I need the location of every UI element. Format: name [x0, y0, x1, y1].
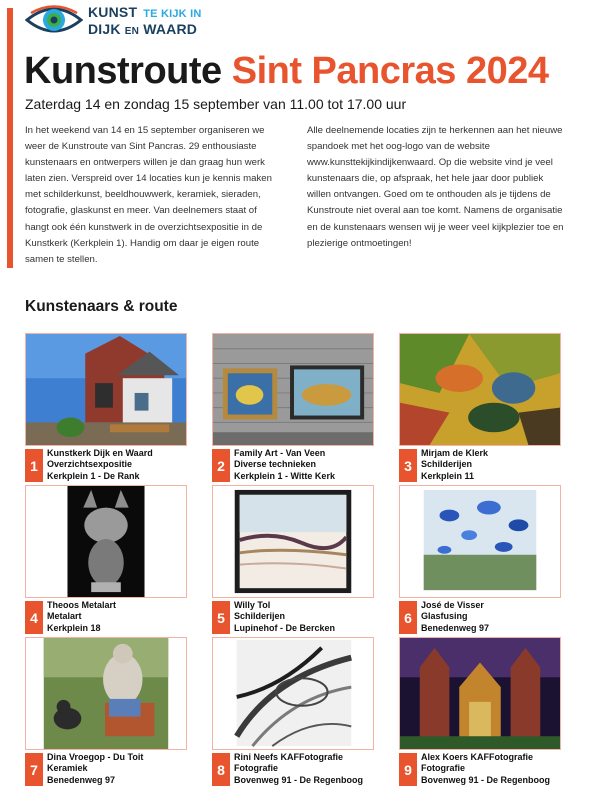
- artist-name: Rini Neefs KAFFotografie: [234, 752, 344, 762]
- location-card-6[interactable]: [399, 485, 561, 634]
- discipline: Keramiek: [47, 763, 88, 774]
- artist-name: Family Art - Van Veen: [234, 448, 326, 458]
- card-photo: [212, 637, 374, 750]
- card-photo: [25, 333, 187, 446]
- route-number: 2: [212, 449, 230, 482]
- address: Bovenweg 91 - De Regenboog: [421, 774, 551, 785]
- card-photo: [212, 485, 374, 598]
- artist-name: José de Visser: [421, 600, 484, 610]
- route-number: 6: [399, 601, 417, 634]
- address: Bovenweg 91 - De Regenboog: [234, 774, 364, 785]
- location-card-4[interactable]: [25, 485, 187, 634]
- artist-name: Willy Tol: [234, 600, 271, 610]
- route-number: 9: [399, 753, 417, 786]
- address: Benedenweg 97: [421, 622, 490, 633]
- address: Lupinehof - De Bercken: [234, 622, 336, 633]
- site-logo[interactable]: [25, 0, 215, 42]
- card-photo: [399, 333, 561, 446]
- eye-logo-icon: [25, 2, 83, 38]
- card-photo: [212, 333, 374, 446]
- card-photo: [399, 485, 561, 598]
- route-number: 7: [25, 753, 43, 786]
- discipline: Glasfusing: [421, 611, 468, 622]
- route-number: 8: [212, 753, 230, 786]
- artist-name: Alex Koers KAFFotografie: [421, 752, 534, 762]
- card-photo: [399, 637, 561, 750]
- address: Kerkplein 11: [421, 470, 475, 481]
- location-card-9[interactable]: [399, 637, 561, 786]
- location-card-5[interactable]: [212, 485, 374, 634]
- address: Kerkplein 18: [47, 622, 101, 633]
- discipline: Fotografie: [421, 763, 465, 774]
- address: Kerkplein 1 - Witte Kerk: [234, 470, 335, 481]
- discipline: Metalart: [47, 611, 82, 622]
- route-number: 1: [25, 449, 43, 482]
- card-photo: [25, 637, 187, 750]
- discipline: Schilderijen: [421, 459, 473, 470]
- artist-name: Theoos Metalart: [47, 600, 117, 610]
- address: Benedenweg 97: [47, 774, 116, 785]
- intro-left-paragraph: In het weekend van 14 en 15 september organiseren we weer de Kunstroute van Sint Pancras. 29 enthousiaste kunstenaars en ontwerpers willen je dan graag hun werk laten zien. Verspreid over 14 locaties kun je kennis maken met schilderkunst, beeldhouwwerk, keramiek, sieraden, fotografie, glaskunst en meer. Van deelnemers staat of hangt ook één kunstwerk in de overzichtsexpositie in de Kunstkerk (Kerkplein 1). Handig om daar je eigen route samen te stellen.: [25, 125, 272, 265]
- section-heading: Kunstenaars & route: [25, 298, 178, 315]
- address: Kerkplein 1 - De Rank: [47, 470, 140, 481]
- location-card-1[interactable]: [25, 333, 187, 482]
- discipline: Diverse technieken: [234, 459, 317, 470]
- discipline: Overzichtsexpositie: [47, 459, 133, 470]
- accent-bar: [7, 8, 13, 268]
- artist-name: Mirjam de Klerk: [421, 448, 489, 458]
- route-number: 3: [399, 449, 417, 482]
- title-main: Kunstroute: [24, 50, 222, 92]
- artist-name: Dina Vroegop - Du Toit: [47, 752, 144, 762]
- route-number: 4: [25, 601, 43, 634]
- discipline: Fotografie: [234, 763, 278, 774]
- title-accent: Sint Pancras 2024: [231, 50, 549, 92]
- route-number: 5: [212, 601, 230, 634]
- discipline: Schilderijen: [234, 611, 286, 622]
- intro-right-paragraph: Alle deelnemende locaties zijn te herkennen aan het nieuwe spandoek met het oog-logo van de website www.kunsttekijkindijkenwaard. Op die website vind je veel kunstenaars die, op afspraak, het hele jaar door publiek willen ontvangen. Goed om te onthouden als je tijdens de Kunstroute niet overal aan toe komt. Namens de organisatie en de kunstenaars wensen wij je weer veel kijkplezier toe en plezierige ontmoetingen!: [307, 125, 564, 249]
- artist-name: Kunstkerk Dijk en Waard: [47, 448, 153, 458]
- location-card-7[interactable]: [25, 637, 187, 786]
- location-card-2[interactable]: [212, 333, 374, 482]
- page-title: [24, 50, 549, 93]
- card-photo: [25, 485, 187, 598]
- location-card-3[interactable]: [399, 333, 561, 482]
- location-card-8[interactable]: [212, 637, 374, 786]
- logo-text-line2: DIJK EN WAARD: [88, 21, 198, 37]
- event-dates: Zaterdag 14 en zondag 15 september van 11.00 tot 17.00 uur: [25, 96, 407, 112]
- logo-text-line1: KUNST TE KIJK IN: [88, 4, 202, 20]
